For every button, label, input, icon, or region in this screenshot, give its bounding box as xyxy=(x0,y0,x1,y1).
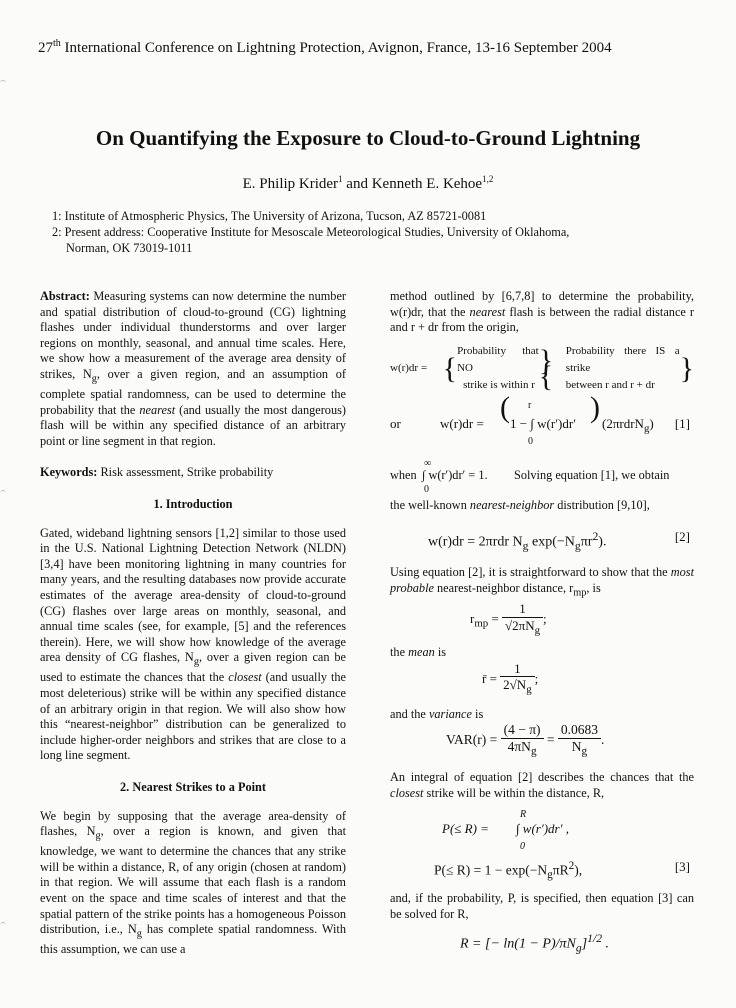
rmp-tail: ; xyxy=(543,610,547,626)
eq0-brace-open: { xyxy=(442,351,458,385)
eqP1-body: ∫ w(r′)dr′ , xyxy=(516,821,569,837)
eqR-tail: . xyxy=(602,936,610,952)
mean-a: the xyxy=(390,645,409,660)
left-column xyxy=(40,289,346,958)
equation-2 xyxy=(390,523,694,557)
author-1-affil: 1 xyxy=(338,174,343,184)
var-num-1: (4 − π) xyxy=(501,722,544,739)
mean-tail: ; xyxy=(534,670,539,686)
eq2-sub: g xyxy=(522,539,529,553)
s1-text-a: Gated, wideband lightning sensors [1,2] similar to those used in the U.S. National Lightning Detection Network (NLDN) [3,4] have been monitoring lightning in many countries for many years, and the resulting databases now provide accurate estimates of the average area-density of cloud-to-ground (CG) flashes over large areas on monthly, seasonal, and annual time scales (see, for example, [5] and the references therein). Here, we will show how knowledge of the average area density of CG flashes, N xyxy=(40,525,346,665)
conf-text: International Conference on Lightning Protection, Avignon, France, 13-16 September 2004 xyxy=(60,40,612,56)
var-eq: = xyxy=(543,732,558,748)
eq1-close: ) xyxy=(649,415,654,431)
s1-italic: closest xyxy=(228,670,262,685)
eq0-term-a xyxy=(457,343,539,394)
eq2-number: [2] xyxy=(674,529,690,545)
eq1-sub: g xyxy=(643,422,650,435)
mean-b: is xyxy=(434,645,447,660)
var-den-1 xyxy=(501,739,544,760)
var-den-2 xyxy=(558,739,601,760)
eqP1-lhs: P(≤ R) = xyxy=(442,821,489,837)
eq0-a1: Probability that NO xyxy=(457,345,539,375)
r-p1-a: method outlined by [6,7,8] to determine the probability, w(r)dr, that the xyxy=(390,289,694,319)
eqR-sup: 1/2 xyxy=(587,931,603,945)
var-italic: variance xyxy=(428,706,472,721)
r-p3-italic: most probable xyxy=(390,565,694,595)
equation-3 xyxy=(390,855,694,885)
r-p3-b: nearest-neighbor distance, r xyxy=(433,580,574,595)
var-a: and the xyxy=(390,706,429,721)
eq2-c: πr xyxy=(580,535,593,551)
eqR-sub: g xyxy=(575,941,582,955)
s1-sub: g xyxy=(193,656,199,668)
scan-edge-mark xyxy=(0,490,6,501)
eq2-b: exp(−N xyxy=(528,535,575,551)
eq2-a: w(r)dr = 2πrdr N xyxy=(428,535,523,551)
s1-text-b: , over a given region can be used to estimate the chances that the xyxy=(40,650,346,685)
eqR-a: R = [− ln(1 − P)/πN xyxy=(460,936,576,952)
eq0-b1: Probability there IS a strike xyxy=(565,345,680,375)
abstract-text-2: , over a given region, and an assumption of complete spatial randomness, can be used to determine the probability that the xyxy=(40,366,346,417)
eq3-c: ), xyxy=(574,862,583,878)
s1-text-c: (and usually the most deleterious) strike will be within any specified distance of an arbitrary origin in that region. We will also show how this “nearest-neighbor” distribution can be generalized to include higher-order neighbors and strikes that are close to a long line segment. xyxy=(40,670,346,763)
eq1-or: or xyxy=(390,415,401,431)
r-p4-b: strike will be within the distance, R, xyxy=(423,785,605,800)
rmp-den-text: √2πN xyxy=(505,617,535,633)
abstract-label: Abstract: xyxy=(40,289,90,303)
eq2-d: ). xyxy=(598,535,607,551)
r-p1-b: flash is between the radial distance r and r + dr from the origin, xyxy=(390,304,694,335)
r-p3-c: , is xyxy=(586,580,601,595)
when-eq: ∫ w(r′)dr′ = 1. xyxy=(422,467,488,482)
eqP1-upper: R xyxy=(520,809,527,821)
conf-ordinal: th xyxy=(53,38,61,49)
eq1-paren-close: ) xyxy=(590,390,600,424)
var-tail: . xyxy=(601,732,605,748)
conf-number: 27 xyxy=(38,40,53,56)
s2-sub: g xyxy=(95,830,101,842)
abstract xyxy=(40,289,346,449)
eq0-lhs: w(r)dr = xyxy=(390,361,428,374)
right-column xyxy=(390,289,694,957)
equation-P-integral xyxy=(390,807,694,853)
mean-denominator xyxy=(500,677,534,698)
keywords-text: Risk assessment, Strike probability xyxy=(97,465,274,480)
r-p2-b: distribution [9,10], xyxy=(554,497,650,512)
eq3-sup: 2 xyxy=(568,860,575,873)
eq3-b: πR xyxy=(552,862,569,878)
var-den-1-text: 4πN xyxy=(507,738,531,754)
mean-italic: mean xyxy=(408,645,435,660)
section-2-heading: 2. Nearest Strikes to a Point xyxy=(120,779,266,794)
s2-text-c: has complete spatial randomness. With this assumption, we can use a xyxy=(40,922,346,957)
equation-rmp xyxy=(390,601,694,643)
normalization-line xyxy=(390,456,694,495)
var-b: is xyxy=(471,706,484,721)
affiliations xyxy=(52,208,692,256)
right-paragraph-2 xyxy=(390,498,694,514)
r-p2-a: the well-known xyxy=(390,497,470,512)
mean-den-sub: g xyxy=(526,683,532,696)
var-den-2-text: N xyxy=(571,738,582,754)
eq1-rhs xyxy=(602,416,654,437)
author-2: Kenneth E. Kehoe xyxy=(371,176,483,192)
section-2-paragraph xyxy=(40,809,346,958)
r-p2-italic: nearest-neighbor xyxy=(469,497,555,512)
rmp-denominator xyxy=(502,618,543,639)
mean-lhs: r̄ = xyxy=(482,670,497,686)
section-1-paragraph xyxy=(40,526,346,764)
right-paragraph-4 xyxy=(390,770,694,801)
author-1: E. Philip Krider xyxy=(242,176,339,192)
var-fraction-1 xyxy=(501,722,544,760)
keywords xyxy=(40,465,346,481)
right-paragraph-1 xyxy=(390,289,694,336)
eq0-term-b xyxy=(566,343,680,394)
eq3-number: [3] xyxy=(674,859,690,875)
eq0-a2: strike is within r xyxy=(463,379,535,392)
when-text: Solving equation [1], we obtain xyxy=(514,467,670,482)
var-fraction-2 xyxy=(558,722,601,760)
mean-label xyxy=(390,645,694,661)
scan-edge-mark xyxy=(0,922,6,933)
r-p3-a: Using equation [2], it is straightforward to show that the xyxy=(390,565,671,580)
conference-header xyxy=(38,38,718,57)
var-den-2-sub: g xyxy=(581,745,588,758)
s2-sub-2: g xyxy=(136,928,142,940)
variance-label xyxy=(390,707,694,723)
when-lower: 0 xyxy=(424,483,429,495)
eq2-body xyxy=(428,529,606,554)
var-den-1-sub: g xyxy=(530,745,537,758)
right-paragraph-5: and, if the probability, P, is specified, then equation [3] can be solved for R, xyxy=(390,891,694,921)
eq3-body xyxy=(434,859,582,884)
when-word: when xyxy=(390,467,417,482)
rmp-sub: mp xyxy=(474,617,489,630)
eq2-sub-2: g xyxy=(574,539,581,553)
eq3-sub: g xyxy=(547,869,553,882)
affiliation-2-cont: Norman, OK 73019-1011 xyxy=(66,241,193,255)
affiliation-2: 2: Present address: Cooperative Institute for Mesoscale Meteorological Studies, University of Oklahoma, xyxy=(52,225,570,239)
affiliation-1: 1: Institute of Atmospheric Physics, The University of Arizona, Tucson, AZ 85721-0081 xyxy=(52,209,487,223)
abstract-italic: nearest xyxy=(139,402,176,417)
paper-title: On Quantifying the Exposure to Cloud-to-Ground Lightning xyxy=(95,126,641,150)
r-p1-italic: nearest xyxy=(469,304,506,319)
s2-text-a: We begin by supposing that the average area-density of flashes, N xyxy=(40,808,346,839)
var-num-2: 0.0683 xyxy=(558,722,601,739)
equation-mean xyxy=(390,661,694,705)
author-2-affil: 1,2 xyxy=(482,174,494,184)
s2-text-b: , over a region is known, and given that knowledge, we want to determine the chances that any strike will be within a distance, R, of any origin (chosen at random) in that region. We will assume that each flash is a random event on the space and time scales of interest and that the spatial pattern of the strike points has a homogeneous Poisson distribution, i.e., N xyxy=(40,824,346,937)
eq0-brace-close: } xyxy=(679,351,694,385)
eq2-sup: 2 xyxy=(592,530,599,544)
right-paragraph-3 xyxy=(390,565,694,601)
keywords-label: Keywords: xyxy=(40,465,98,480)
equation-R xyxy=(390,931,694,957)
rmp-fraction xyxy=(502,601,543,639)
eq1-paren-open: ( xyxy=(500,390,510,424)
eq0-brace-mid: }{ xyxy=(538,344,554,393)
scan-edge-mark xyxy=(0,80,6,91)
eq1-lower: 0 xyxy=(528,435,533,447)
r-p3-sub: mp xyxy=(573,587,587,599)
section-1-heading: 1. Introduction xyxy=(153,496,233,511)
mean-numerator: 1 xyxy=(500,661,534,678)
authors-and: and xyxy=(342,176,372,192)
r-p4-italic: closest xyxy=(390,785,424,800)
equation-0 xyxy=(390,344,694,393)
eq1-lhs: w(r)dr = xyxy=(440,415,484,431)
eq1-body: 1 − ∫ w(r′)dr′ xyxy=(510,415,577,431)
rmp-lhs: r xyxy=(470,610,475,626)
eq3-a: P(≤ R) = 1 − exp(−N xyxy=(434,862,548,878)
rmp-numerator: 1 xyxy=(502,601,543,618)
rmp-eq: = xyxy=(488,610,499,626)
r-p4-a: An integral of equation [2] describes the chances that the xyxy=(390,770,694,785)
var-lhs: VAR(r) = xyxy=(446,732,498,748)
mean-den-text: 2√N xyxy=(503,677,527,693)
eq1-number: [1] xyxy=(674,415,690,431)
eq1-upper: r xyxy=(528,399,532,411)
mean-fraction xyxy=(500,661,534,699)
abstract-sub: g xyxy=(91,373,97,385)
eq1-body2: (2πrdrN xyxy=(602,415,644,431)
authors xyxy=(0,174,736,193)
abstract-text: Measuring systems can now determine the number and spatial distribution of cloud-to-ground (CG) lightning flashes under individual thunderstorms and over larger regions on monthly, seasonal, and annual time scales. Here, we show how a measurement of the average area density of strikes, N xyxy=(40,289,346,381)
eq0-b2: between r and r + dr xyxy=(565,379,655,392)
eqR-b: ] xyxy=(581,936,588,952)
when-upper: ∞ xyxy=(424,457,432,469)
rmp-den-sub: g xyxy=(534,624,541,637)
equation-1 xyxy=(390,390,694,448)
abstract-text-3: (and usually the most dangerous) flash will be within any specified distance of an arbitrary point or line segment in that region. xyxy=(40,402,346,448)
eqP1-lower: 0 xyxy=(520,841,525,853)
equation-variance xyxy=(390,722,694,770)
